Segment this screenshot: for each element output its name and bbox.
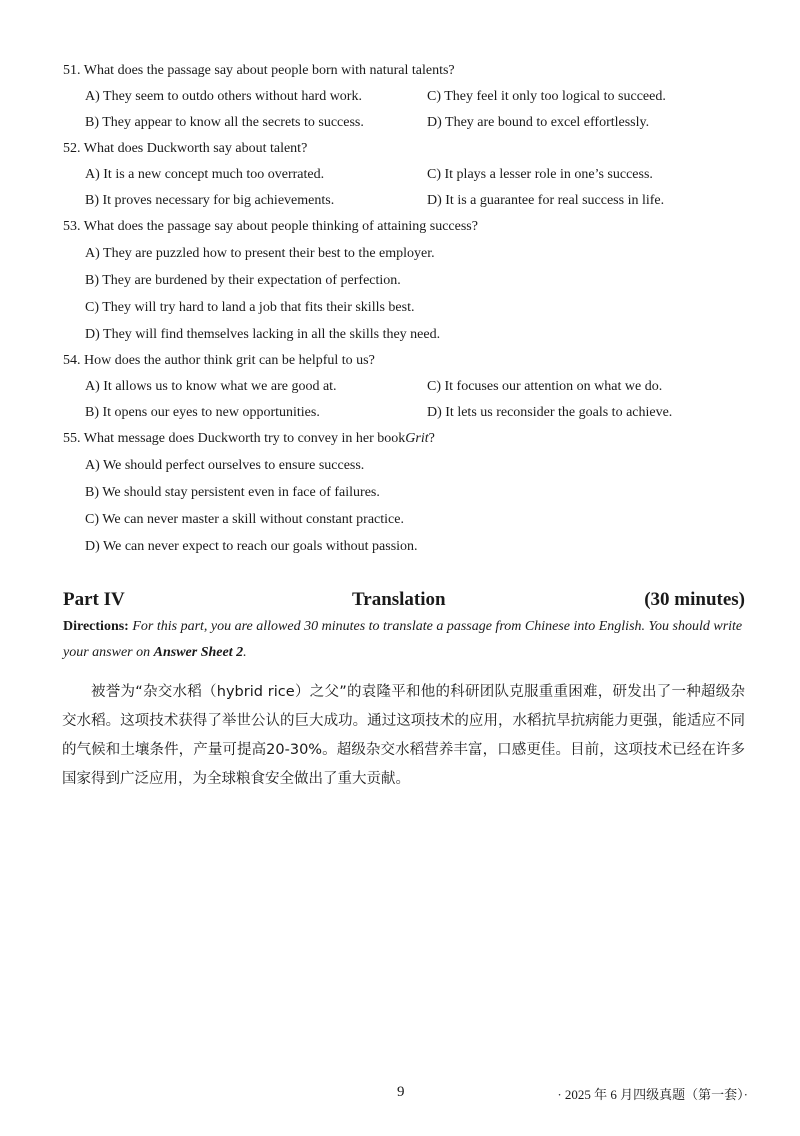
book-title: Grit [405, 431, 429, 446]
question-stem: 52. What does Duckworth say about talent? [63, 141, 308, 156]
directions-end: . [243, 645, 247, 660]
option-d: D) We can never expect to reach our goals without passion. [85, 538, 418, 554]
option-c: C) It plays a lesser role in one’s success. [427, 167, 653, 182]
option-d: D) It lets us reconsider the goals to achieve. [427, 405, 673, 420]
part-title: Translation [352, 589, 446, 610]
option-c: C) They will try hard to land a job that fits their skills best. [85, 299, 415, 315]
question-54 [63, 348, 753, 426]
option-a: A) We should perfect ourselves to ensure success. [85, 457, 365, 473]
directions-text: For this part, you are allowed 30 minutes to translate a passage from Chinese into English. You should write your answer on [63, 619, 743, 660]
option-b: B) It proves necessary for big achievements. [85, 193, 335, 208]
question-stem-text: 55. What message does Duckworth try to convey in her book [63, 431, 406, 446]
question-stem: 51. What does the passage say about people born with natural talents? [63, 63, 455, 78]
option-b: B) They are burdened by their expectation of perfection. [85, 272, 401, 288]
directions-label: Directions: [63, 619, 129, 634]
question-53 [63, 214, 753, 348]
option-c: C) We can never master a skill without constant practice. [85, 511, 404, 527]
options [63, 240, 753, 348]
answer-sheet-ref: Answer Sheet 2 [153, 645, 244, 660]
question-stem [63, 426, 753, 452]
question-list [63, 58, 753, 560]
page-number: 9 [397, 1084, 405, 1100]
question-55 [63, 426, 753, 560]
option-d: D) It is a guarantee for real success in life. [427, 193, 665, 208]
option-b: B) They appear to know all the secrets to success. [85, 115, 364, 130]
options [63, 162, 753, 214]
option-c: C) It focuses our attention on what we do. [427, 379, 663, 394]
option-d: D) They will find themselves lacking in all the skills they need. [85, 326, 441, 342]
options [63, 374, 753, 426]
options [63, 84, 753, 136]
option-b: B) It opens our eyes to new opportunities. [85, 405, 320, 420]
option-d: D) They are bound to excel effortlessly. [427, 115, 650, 130]
question-52 [63, 136, 753, 214]
question-stem: 53. What does the passage say about people thinking of attaining success? [63, 219, 478, 234]
option-b: B) We should stay persistent even in face of failures. [85, 484, 380, 500]
part-header [63, 589, 745, 613]
option-c: C) They feel it only too logical to succeed. [427, 89, 666, 104]
footer-note: · 2025 年 6 月四级真题（第一套）· [557, 1087, 748, 1102]
option-a: A) They seem to outdo others without hard work. [85, 89, 362, 104]
question-51 [63, 58, 753, 136]
part-label: Part IV [63, 589, 125, 610]
options [63, 452, 753, 560]
directions [63, 614, 745, 666]
translation-passage: 被誉为“杂交水稻（hybrid rice）之父”的袁隆平和他的科研团队克服重重困难，研发出了一种超级杂交水稻。这项技术获得了举世公认的巨大成功。通过这项技术的应用，水稻抗旱抗病能力更强，能适应不同的气候和土壤条件，产量可提高20-30%。超级杂交水稻营养丰富，口感更佳。目前，这项技术已经在许多国家得到广泛应用，为全球粮食安全做出了重大贡献。 [62, 684, 745, 787]
option-a: A) It is a new concept much too overrated. [85, 167, 325, 182]
part-time: (30 minutes) [644, 589, 745, 610]
option-a: A) They are puzzled how to present their best to the employer. [85, 245, 435, 261]
question-stem: 54. How does the author think grit can be helpful to us? [63, 353, 375, 368]
option-a: A) It allows us to know what we are good at. [85, 379, 337, 394]
question-mark: ? [428, 431, 435, 446]
